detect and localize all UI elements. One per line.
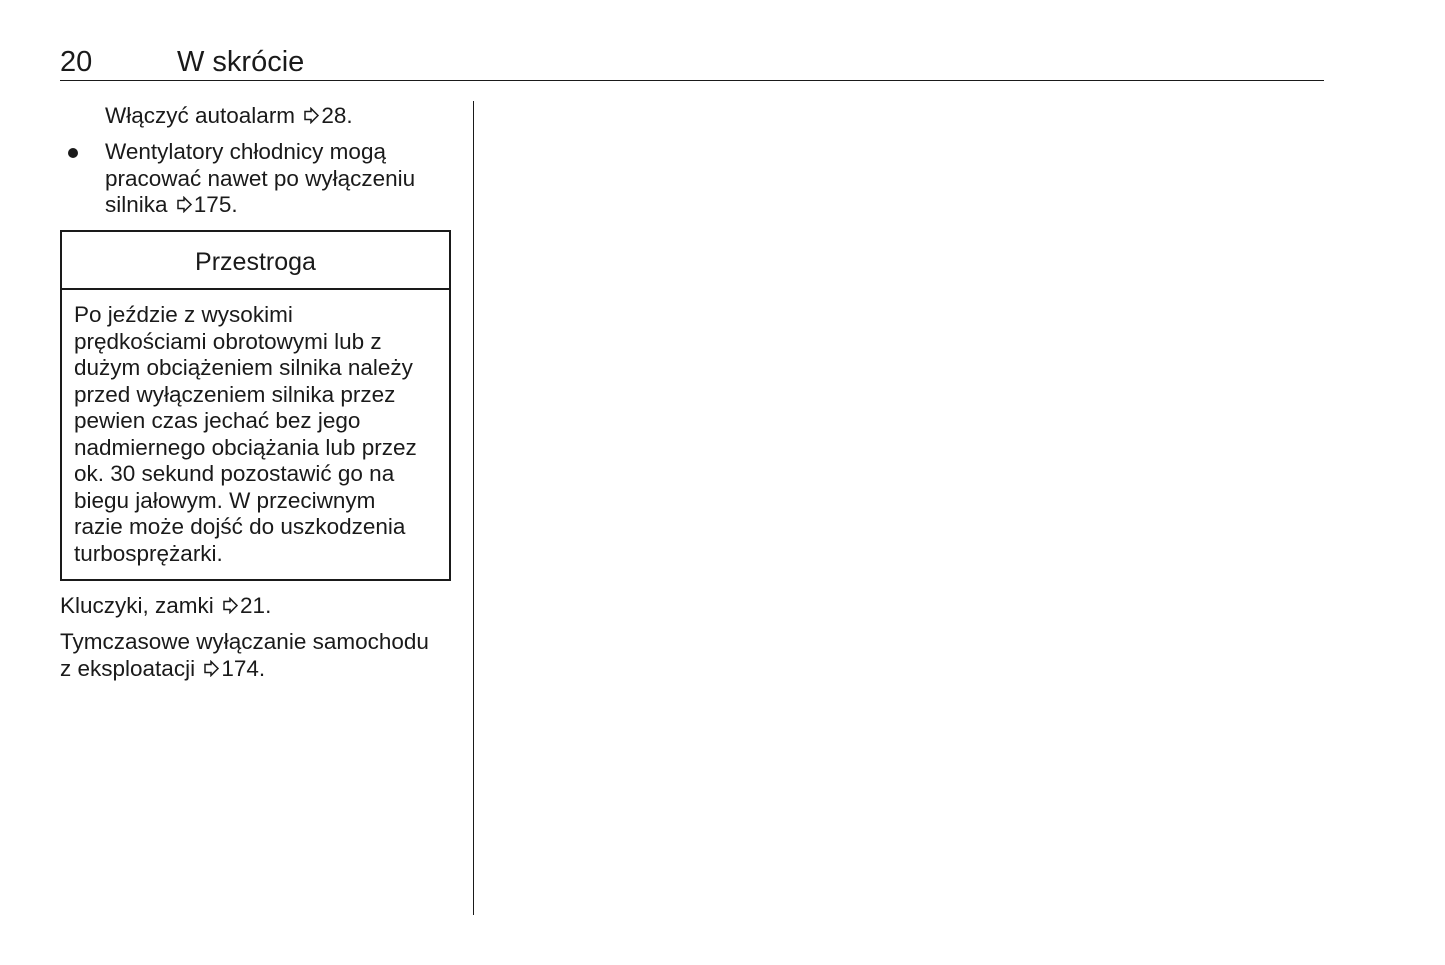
bullet-line: pracować nawet po wyłączeniu — [105, 165, 416, 191]
caution-line: biegu jałowym. W przeciwnym — [74, 487, 376, 513]
caution-line: turbosprężarki. — [74, 540, 223, 566]
page-reference-arrow-icon — [303, 107, 320, 124]
caution-line: ok. 30 sekund pozostawić go na — [74, 461, 395, 486]
keys-ref: 21. — [240, 593, 272, 618]
continued-line — [105, 103, 353, 130]
caution-line: nadmiernego obciążania lub przez — [74, 434, 417, 460]
header-rule — [60, 80, 1324, 81]
caution-title: Przestroga — [62, 232, 449, 290]
keys-paragraph — [60, 593, 460, 620]
storage-ref: 174. — [221, 655, 266, 681]
bullet-text — [105, 139, 465, 219]
caution-line: dużym obciążeniem silnika należy — [74, 355, 413, 380]
storage-line-2 — [60, 656, 460, 683]
storage-paragraph — [60, 629, 460, 682]
keys-text: Kluczyki, zamki — [60, 593, 214, 618]
caution-line: przed wyłączeniem silnika przez — [74, 381, 396, 407]
page-reference-arrow-icon — [176, 196, 193, 213]
bullet-line: Wentylatory chłodnicy mogą — [105, 139, 386, 164]
continued-line-text: Włączyć autoalarm — [105, 103, 296, 128]
caution-line: pewien czas jechać bez jego — [74, 408, 361, 433]
page-number: 20 — [60, 46, 93, 78]
page-reference-arrow-icon — [203, 660, 220, 677]
column-divider — [473, 101, 474, 915]
bullet-last-text: silnika — [105, 192, 168, 217]
caution-body — [62, 290, 449, 567]
caution-line: razie może dojść do uszkodzenia — [74, 514, 406, 539]
continued-line-ref: 28. — [321, 103, 353, 128]
caution-line: prędkościami obrotowymi lub z — [74, 328, 382, 354]
page-reference-arrow-icon — [222, 597, 239, 614]
bullet-dot — [68, 148, 78, 158]
storage-line-1: Tymczasowe wyłączanie samochodu — [60, 629, 429, 654]
chapter-title: W skrócie — [177, 46, 305, 78]
storage-text: z eksploatacji — [60, 655, 196, 681]
caution-box — [60, 230, 451, 581]
caution-line: Po jeździe z wysokimi — [74, 302, 293, 327]
bullet-line-last — [105, 192, 465, 219]
bullet-ref: 175. — [193, 192, 238, 217]
